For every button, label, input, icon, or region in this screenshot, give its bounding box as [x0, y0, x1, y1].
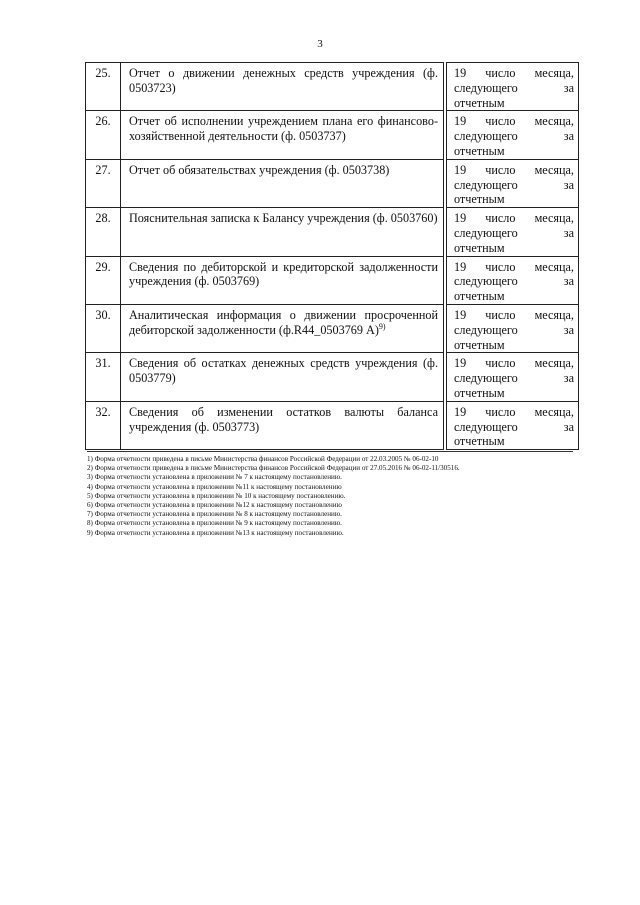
deadline-word: за — [563, 322, 574, 337]
page-number: 3 — [317, 38, 323, 50]
deadline-word: за — [563, 129, 574, 144]
footnotes — [87, 455, 587, 538]
report-name-line: финансово-хозяйственной деятельности (ф. 0503737) — [129, 114, 438, 144]
report-name — [121, 401, 446, 449]
report-table — [85, 62, 579, 450]
footnote: 3) Форма отчетности установлена в приложении № 7 к настоящему постановлению. — [87, 473, 342, 482]
table-row — [86, 63, 579, 111]
submission-deadline — [445, 111, 579, 159]
deadline-word: отчетным — [454, 337, 505, 352]
footnote: 8) Форма отчетности установлена в приложении № 9 к настоящему постановлению. — [87, 519, 342, 528]
footnote-marker: 9) — [378, 321, 386, 331]
report-name — [121, 256, 446, 304]
deadline-word: число — [485, 114, 516, 129]
deadline-word: отчетным — [454, 143, 505, 158]
row-number: 28. — [86, 208, 121, 256]
deadline-day: 19 — [454, 66, 467, 80]
deadline-word: месяца, — [534, 114, 574, 129]
report-name-line: Отчет об обязательствах учреждения (ф. 0503738) — [129, 162, 390, 177]
submission-deadline — [445, 353, 579, 401]
table-row — [86, 401, 579, 449]
deadline-word: за — [563, 80, 574, 95]
deadline-word: месяца, — [534, 66, 574, 80]
report-name-line: (ф.R44_0503769 А) — [278, 322, 379, 337]
deadline-word: следующего — [454, 177, 518, 192]
report-name — [121, 159, 446, 207]
table-row — [86, 353, 579, 401]
deadline-word: следующего — [454, 274, 518, 289]
deadline-word: месяца, — [534, 307, 574, 322]
report-name-line: Пояснительная записка к Балансу учреждения — [129, 211, 370, 226]
deadline-word: за — [563, 274, 574, 289]
submission-deadline — [445, 63, 579, 111]
table-row — [86, 208, 579, 256]
deadline-word: месяца, — [534, 211, 574, 226]
footnote-divider — [87, 451, 573, 452]
row-number: 32. — [86, 401, 121, 449]
report-name — [121, 111, 446, 159]
footnote: 2) Форма отчетности приведена в письме Министерства финансов Российской Федерации от 27.05.2016 № 06-02-11/30516. — [87, 464, 460, 473]
deadline-day: 19 — [454, 356, 467, 371]
deadline-word: число — [485, 259, 516, 274]
submission-deadline — [445, 401, 579, 449]
deadline-word: месяца, — [534, 162, 574, 177]
submission-deadline — [445, 159, 579, 207]
report-name-line: учреждения (ф. 0503773) — [129, 419, 260, 434]
footnote: 5) Форма отчетности установлена в приложении № 10 к настоящему постановлению. — [87, 491, 346, 500]
deadline-word: число — [485, 404, 516, 419]
deadline-word: следующего — [454, 80, 518, 95]
report-name-line: Аналитическая информация о движении — [129, 307, 357, 322]
deadline-word: следующего — [454, 129, 518, 144]
report-name — [121, 208, 446, 256]
deadline-word: отчетным — [454, 192, 505, 207]
deadline-word: за — [563, 419, 574, 434]
deadline-word: число — [485, 307, 516, 322]
footnote: 1) Форма отчетности приведена в письме Министерства финансов Российской Федерации от 22.03.2005 № 06-02-10 — [87, 455, 439, 463]
submission-deadline — [445, 256, 579, 304]
report-name-line: просроченной дебиторской задолженности — [129, 307, 438, 337]
report-name-line: Сведения об изменении остатков валюты баланса — [129, 404, 438, 419]
deadline-word: отчетным — [454, 434, 505, 449]
footnote: 4) Форма отчетности установлена в приложении №11 к настоящему постановлению — [87, 482, 342, 491]
deadline-day: 19 — [454, 162, 467, 177]
table-row — [86, 159, 579, 207]
report-name — [121, 304, 446, 352]
report-name-line: Сведения об остатках денежных средств учреждения — [129, 356, 418, 371]
deadline-word: за — [563, 371, 574, 386]
row-number: 25. — [86, 63, 121, 111]
deadline-word: месяца, — [534, 356, 574, 371]
row-number: 27. — [86, 159, 121, 207]
table-row — [86, 111, 579, 159]
deadline-word: следующего — [454, 419, 518, 434]
row-number: 31. — [86, 353, 121, 401]
table-row — [86, 256, 579, 304]
report-name — [121, 63, 446, 111]
deadline-day: 19 — [454, 114, 467, 129]
report-name-line: (ф. 0503779) — [129, 356, 438, 386]
row-number: 30. — [86, 304, 121, 352]
deadline-word: отчетным — [454, 385, 505, 400]
deadline-word: за — [563, 177, 574, 192]
deadline-day: 19 — [454, 404, 467, 419]
deadline-word: за — [563, 225, 574, 240]
report-name-line: задолженности учреждения (ф. 0503769) — [129, 259, 439, 289]
deadline-word: следующего — [454, 322, 518, 337]
row-number: 29. — [86, 256, 121, 304]
footnote: 7) Форма отчетности установлена в приложении № 8 к настоящему постановлению. — [87, 510, 342, 519]
deadline-word: отчетным — [454, 95, 505, 110]
deadline-word: следующего — [454, 371, 518, 386]
submission-deadline — [445, 304, 579, 352]
report-name-line: Сведения по дебиторской и кредиторской — [129, 259, 354, 274]
deadline-day: 19 — [454, 259, 467, 274]
deadline-word: число — [485, 211, 516, 226]
report-name-line: Отчет о движении денежных средств учреждения — [129, 66, 415, 80]
submission-deadline — [445, 208, 579, 256]
deadline-word: следующего — [454, 225, 518, 240]
deadline-word: число — [485, 356, 516, 371]
deadline-word: месяца, — [534, 404, 574, 419]
report-name-line: (ф. 0503723) — [129, 66, 439, 95]
footnote: 9) Форма отчетности установлена в приложении №13 к настоящему постановлению. — [87, 528, 344, 537]
deadline-word: число — [485, 66, 516, 80]
deadline-word: отчетным — [454, 289, 505, 304]
table-row — [86, 304, 579, 352]
deadline-day: 19 — [454, 211, 467, 226]
deadline-word: число — [485, 162, 516, 177]
deadline-day: 19 — [454, 307, 467, 322]
report-name — [121, 353, 446, 401]
row-number: 26. — [86, 111, 121, 159]
deadline-word: отчетным — [454, 240, 505, 255]
report-name-line: Отчет об исполнении учреждением плана его — [129, 114, 374, 129]
report-name-line: (ф. 0503760) — [372, 211, 438, 226]
deadline-word: месяца, — [534, 259, 574, 274]
footnote: 6) Форма отчетности установлена в приложении №12 к настоящему постановлению — [87, 501, 342, 510]
